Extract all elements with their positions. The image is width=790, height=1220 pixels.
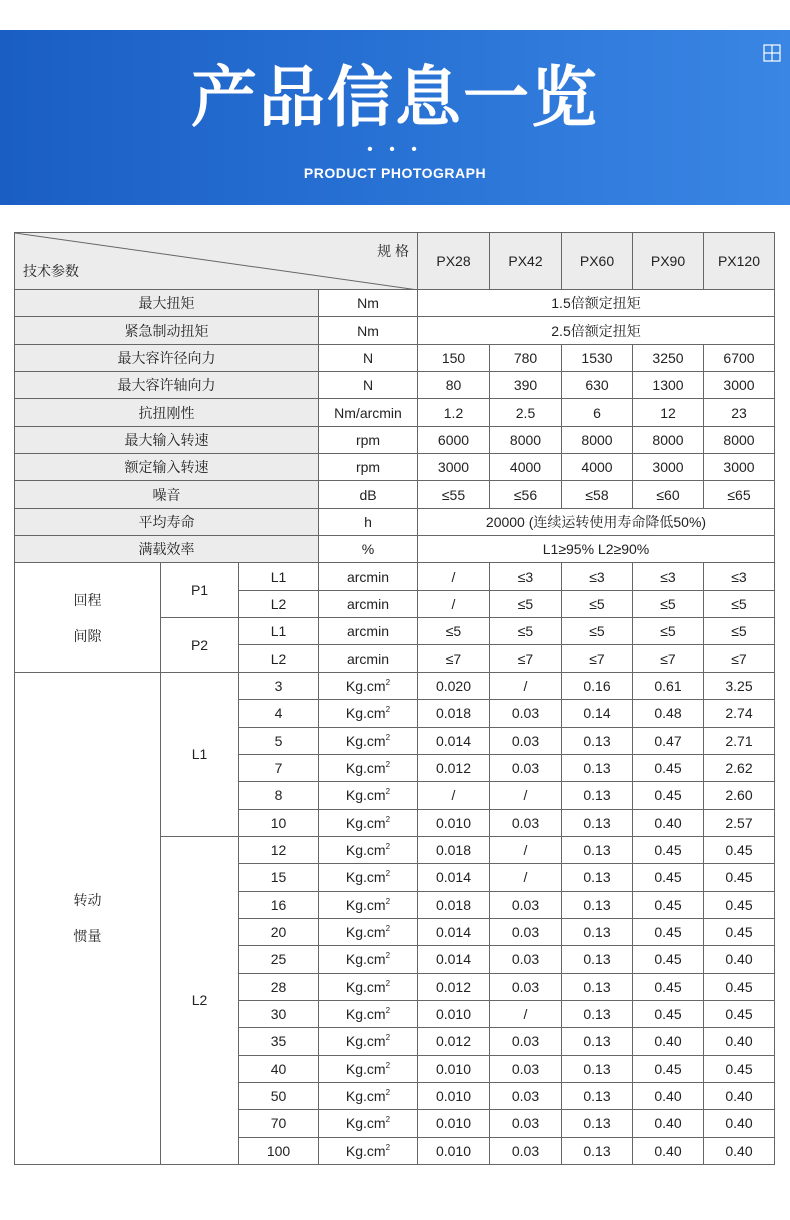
spec-table <box>14 232 775 1165</box>
unit-cell <box>319 1028 418 1055</box>
inertia-value: 0.45 <box>633 891 704 918</box>
model-header-px90: PX90 <box>633 233 704 290</box>
param-merged-value: 2.5倍额定扭矩 <box>418 317 775 344</box>
inertia-value: 0.40 <box>704 1137 775 1164</box>
param-value: 3250 <box>633 344 704 371</box>
inertia-value: 0.13 <box>562 809 633 836</box>
unit-cell <box>319 891 418 918</box>
backlash-value: ≤5 <box>633 590 704 617</box>
table-row <box>15 344 775 371</box>
inertia-value: 0.45 <box>633 782 704 809</box>
inertia-value: 0.03 <box>490 946 562 973</box>
unit-base: Kg.cm <box>345 896 386 913</box>
unit-base: Kg.cm <box>345 677 386 694</box>
unit-cell <box>319 1137 418 1164</box>
backlash-value: ≤5 <box>562 618 633 645</box>
inertia-value: 0.45 <box>633 754 704 781</box>
unit-superscript: 2 <box>385 1115 391 1125</box>
param-value: ≤56 <box>490 481 562 508</box>
param-value: 23 <box>704 399 775 426</box>
spec-header-label: 规 格 <box>377 243 409 259</box>
inertia-value: 0.40 <box>704 1028 775 1055</box>
inertia-value: 0.45 <box>633 918 704 945</box>
table-row <box>15 536 775 563</box>
param-unit: Nm <box>319 290 418 317</box>
model-header-px42: PX42 <box>490 233 562 290</box>
unit-cell: arcmin <box>319 563 418 590</box>
param-unit: Nm/arcmin <box>319 399 418 426</box>
unit-cell <box>319 700 418 727</box>
table-row <box>15 426 775 453</box>
inertia-value: 0.45 <box>704 973 775 1000</box>
param-value: 3000 <box>418 454 490 481</box>
unit-base: Kg.cm <box>345 1033 386 1050</box>
title-dots: • • • <box>367 141 423 158</box>
inertia-value: 0.13 <box>562 727 633 754</box>
inertia-value: 0.014 <box>418 946 490 973</box>
ratio-cell: 7 <box>239 754 319 781</box>
param-label: 最大输入转速 <box>15 426 319 453</box>
inertia-value: 0.40 <box>704 1082 775 1109</box>
param-value: 4000 <box>562 454 633 481</box>
unit-base: Kg.cm <box>345 1088 386 1105</box>
param-label: 额定输入转速 <box>15 454 319 481</box>
param-label: 最大扭矩 <box>15 290 319 317</box>
inertia-group-label <box>15 672 161 1164</box>
param-value: 6000 <box>418 426 490 453</box>
inertia-value: 0.03 <box>490 1028 562 1055</box>
inertia-value: 0.45 <box>633 836 704 863</box>
inertia-value: 0.13 <box>562 1055 633 1082</box>
param-unit: h <box>319 508 418 535</box>
unit-superscript: 2 <box>385 896 391 906</box>
unit-cell <box>319 672 418 699</box>
unit-base: Kg.cm <box>345 732 386 749</box>
backlash-value: ≤7 <box>704 645 775 672</box>
param-unit: Nm <box>319 317 418 344</box>
page-subtitle: PRODUCT PHOTOGRAPH <box>303 165 487 181</box>
param-value: ≤65 <box>704 481 775 508</box>
inertia-value: 2.71 <box>704 727 775 754</box>
param-value: 6700 <box>704 344 775 371</box>
unit-superscript: 2 <box>385 760 391 770</box>
param-label: 平均寿命 <box>15 508 319 535</box>
inertia-value: 0.40 <box>633 809 704 836</box>
param-unit: dB <box>319 481 418 508</box>
unit-cell <box>319 836 418 863</box>
ratio-cell: 70 <box>239 1110 319 1137</box>
backlash-subgroup: P1 <box>161 563 239 618</box>
inertia-value: 0.45 <box>704 1000 775 1027</box>
inertia-subgroup: L2 <box>161 836 239 1164</box>
unit-superscript: 2 <box>385 869 391 879</box>
unit-cell <box>319 973 418 1000</box>
backlash-value: ≤5 <box>490 590 562 617</box>
ratio-cell: 4 <box>239 700 319 727</box>
table-row <box>15 317 775 344</box>
inertia-value: 0.13 <box>562 1110 633 1137</box>
param-merged-value: 1.5倍额定扭矩 <box>418 290 775 317</box>
unit-cell <box>319 946 418 973</box>
unit-superscript: 2 <box>385 705 391 715</box>
backlash-value: ≤3 <box>562 563 633 590</box>
backlash-value: ≤3 <box>704 563 775 590</box>
backlash-value: ≤5 <box>418 618 490 645</box>
table-row <box>15 563 775 590</box>
inertia-value: 0.45 <box>633 1055 704 1082</box>
param-merged-value: L1≥95% L2≥90% <box>418 536 775 563</box>
inertia-value: 0.03 <box>490 809 562 836</box>
inertia-value: 0.13 <box>562 1137 633 1164</box>
param-unit: % <box>319 536 418 563</box>
param-value: ≤55 <box>418 481 490 508</box>
backlash-value: ≤5 <box>633 618 704 645</box>
inertia-value: 0.40 <box>633 1028 704 1055</box>
ratio-cell: 50 <box>239 1082 319 1109</box>
inertia-value: 0.61 <box>633 672 704 699</box>
inertia-value: 0.010 <box>418 1082 490 1109</box>
backlash-value: ≤7 <box>562 645 633 672</box>
unit-superscript: 2 <box>385 842 391 852</box>
backlash-value: ≤7 <box>490 645 562 672</box>
inertia-value: 0.014 <box>418 918 490 945</box>
inertia-value: 0.48 <box>633 700 704 727</box>
model-header-px120: PX120 <box>704 233 775 290</box>
ratio-cell: 28 <box>239 973 319 1000</box>
inertia-value: 0.40 <box>704 946 775 973</box>
inertia-value: 0.40 <box>633 1110 704 1137</box>
inertia-value: / <box>490 782 562 809</box>
inertia-value: 0.13 <box>562 754 633 781</box>
stage-cell: L1 <box>239 618 319 645</box>
header-diagonal-cell <box>15 233 418 290</box>
param-label: 抗扭刚性 <box>15 399 319 426</box>
param-unit: rpm <box>319 426 418 453</box>
table-row <box>15 454 775 481</box>
backlash-value: ≤3 <box>490 563 562 590</box>
inertia-value: 0.018 <box>418 836 490 863</box>
inertia-label-line2: 惯量 <box>73 928 102 945</box>
unit-cell <box>319 1055 418 1082</box>
unit-cell <box>319 918 418 945</box>
param-value: 8000 <box>490 426 562 453</box>
inertia-value: 0.13 <box>562 782 633 809</box>
unit-base: Kg.cm <box>345 1006 386 1023</box>
inertia-value: 2.74 <box>704 700 775 727</box>
inertia-value: 0.012 <box>418 754 490 781</box>
inertia-value: 0.45 <box>704 1055 775 1082</box>
backlash-value: ≤7 <box>418 645 490 672</box>
backlash-value: ≤5 <box>704 590 775 617</box>
param-value: 80 <box>418 372 490 399</box>
unit-superscript: 2 <box>385 787 391 797</box>
inertia-value: 0.010 <box>418 1137 490 1164</box>
backlash-label-line1: 回程 <box>73 591 102 608</box>
inertia-value: / <box>490 672 562 699</box>
inertia-value: 0.13 <box>562 1000 633 1027</box>
inertia-value: 0.14 <box>562 700 633 727</box>
unit-superscript: 2 <box>385 1006 391 1016</box>
ratio-cell: 3 <box>239 672 319 699</box>
param-value: 3000 <box>704 454 775 481</box>
unit-base: Kg.cm <box>345 814 386 831</box>
param-label: 紧急制动扭矩 <box>15 317 319 344</box>
inertia-value: 0.45 <box>633 973 704 1000</box>
ratio-cell: 30 <box>239 1000 319 1027</box>
inertia-value: 0.13 <box>562 1082 633 1109</box>
param-value: 2.5 <box>490 399 562 426</box>
inertia-value: 0.014 <box>418 864 490 891</box>
unit-cell <box>319 754 418 781</box>
unit-cell <box>319 782 418 809</box>
inertia-value: 0.13 <box>562 918 633 945</box>
stage-cell: L1 <box>239 563 319 590</box>
inertia-value: 0.13 <box>562 864 633 891</box>
page-title: 产品信息一览 <box>191 59 599 136</box>
table-row <box>15 481 775 508</box>
inertia-value: 0.012 <box>418 1028 490 1055</box>
unit-base: Kg.cm <box>345 1060 386 1077</box>
unit-base: Kg.cm <box>345 869 386 886</box>
inertia-value: 0.03 <box>490 973 562 1000</box>
inertia-value: 0.45 <box>704 918 775 945</box>
unit-superscript: 2 <box>385 951 391 961</box>
inertia-value: 0.45 <box>633 946 704 973</box>
param-value: 780 <box>490 344 562 371</box>
param-value: 4000 <box>490 454 562 481</box>
table-row <box>15 672 775 699</box>
param-value: 390 <box>490 372 562 399</box>
inertia-value: 0.13 <box>562 973 633 1000</box>
inertia-value: 3.25 <box>704 672 775 699</box>
unit-superscript: 2 <box>385 1060 391 1070</box>
unit-base: Kg.cm <box>345 1115 386 1132</box>
ratio-cell: 40 <box>239 1055 319 1082</box>
param-unit: N <box>319 372 418 399</box>
param-value: 1.2 <box>418 399 490 426</box>
ratio-cell: 16 <box>239 891 319 918</box>
unit-superscript: 2 <box>385 924 391 934</box>
ratio-cell: 25 <box>239 946 319 973</box>
ratio-cell: 15 <box>239 864 319 891</box>
inertia-value: 0.012 <box>418 973 490 1000</box>
inertia-value: 0.13 <box>562 836 633 863</box>
ratio-cell: 12 <box>239 836 319 863</box>
ratio-cell: 100 <box>239 1137 319 1164</box>
inertia-value: 0.45 <box>704 891 775 918</box>
inertia-value: / <box>490 864 562 891</box>
table-row <box>15 399 775 426</box>
unit-base: Kg.cm <box>345 760 386 777</box>
inertia-value: 0.40 <box>633 1082 704 1109</box>
unit-superscript: 2 <box>385 1033 391 1043</box>
param-value: 1530 <box>562 344 633 371</box>
inertia-value: 0.03 <box>490 754 562 781</box>
unit-base: Kg.cm <box>345 978 386 995</box>
ratio-cell: 5 <box>239 727 319 754</box>
backlash-value: ≤5 <box>490 618 562 645</box>
inertia-label-line1: 转动 <box>73 892 102 909</box>
ratio-cell: 20 <box>239 918 319 945</box>
inertia-value: 0.03 <box>490 1110 562 1137</box>
param-value: 1300 <box>633 372 704 399</box>
param-value: 6 <box>562 399 633 426</box>
table-header-row <box>15 233 775 290</box>
param-value: 8000 <box>704 426 775 453</box>
backlash-subgroup: P2 <box>161 618 239 673</box>
inertia-value: 0.03 <box>490 1137 562 1164</box>
unit-base: Kg.cm <box>345 787 386 804</box>
unit-cell: arcmin <box>319 618 418 645</box>
backlash-label-line2: 间隙 <box>73 627 102 644</box>
param-value: ≤60 <box>633 481 704 508</box>
unit-superscript: 2 <box>385 978 391 988</box>
unit-cell <box>319 864 418 891</box>
inertia-value: 2.60 <box>704 782 775 809</box>
inertia-value: 2.57 <box>704 809 775 836</box>
ratio-cell: 10 <box>239 809 319 836</box>
unit-cell: arcmin <box>319 590 418 617</box>
inertia-value: / <box>490 1000 562 1027</box>
table-row <box>15 508 775 535</box>
table-row <box>15 372 775 399</box>
unit-cell <box>319 809 418 836</box>
unit-superscript: 2 <box>385 732 391 742</box>
param-value: 150 <box>418 344 490 371</box>
inertia-value: / <box>418 782 490 809</box>
inertia-value: 0.03 <box>490 1055 562 1082</box>
inertia-value: 0.010 <box>418 1000 490 1027</box>
inertia-value: / <box>490 836 562 863</box>
unit-base: Kg.cm <box>345 842 386 859</box>
unit-cell <box>319 1000 418 1027</box>
inertia-value: 0.010 <box>418 809 490 836</box>
backlash-value: ≤5 <box>562 590 633 617</box>
unit-base: Kg.cm <box>345 1142 386 1159</box>
inertia-value: 0.45 <box>704 864 775 891</box>
inertia-value: 0.40 <box>633 1137 704 1164</box>
stage-cell: L2 <box>239 645 319 672</box>
inertia-value: 0.010 <box>418 1055 490 1082</box>
param-unit: rpm <box>319 454 418 481</box>
inertia-value: 0.03 <box>490 1082 562 1109</box>
unit-cell: arcmin <box>319 645 418 672</box>
inertia-value: 0.13 <box>562 891 633 918</box>
inertia-value: 0.020 <box>418 672 490 699</box>
inertia-value: 0.018 <box>418 891 490 918</box>
stage-cell: L2 <box>239 590 319 617</box>
inertia-value: 0.018 <box>418 700 490 727</box>
inertia-value: 0.014 <box>418 727 490 754</box>
model-header-px60: PX60 <box>562 233 633 290</box>
inertia-value: 0.47 <box>633 727 704 754</box>
inertia-value: 0.03 <box>490 700 562 727</box>
unit-base: Kg.cm <box>345 924 386 941</box>
param-header-label: 技术参数 <box>23 263 79 279</box>
param-value: 3000 <box>633 454 704 481</box>
inertia-value: 0.03 <box>490 891 562 918</box>
inertia-value: 0.45 <box>633 864 704 891</box>
param-label: 满载效率 <box>15 536 319 563</box>
inertia-value: 0.45 <box>704 836 775 863</box>
param-value: 8000 <box>633 426 704 453</box>
param-value: 8000 <box>562 426 633 453</box>
inertia-value: 0.16 <box>562 672 633 699</box>
model-header-px28: PX28 <box>418 233 490 290</box>
unit-base: Kg.cm <box>345 705 386 722</box>
backlash-value: ≤7 <box>633 645 704 672</box>
unit-cell <box>319 1082 418 1109</box>
backlash-value: ≤3 <box>633 563 704 590</box>
inertia-value: 0.13 <box>562 1028 633 1055</box>
header-banner <box>0 30 790 205</box>
backlash-group-label <box>15 563 161 672</box>
unit-superscript: 2 <box>385 1142 391 1152</box>
ratio-cell: 8 <box>239 782 319 809</box>
unit-superscript: 2 <box>385 1088 391 1098</box>
backlash-value: ≤5 <box>704 618 775 645</box>
grid-icon[interactable] <box>763 44 781 62</box>
inertia-value: 2.62 <box>704 754 775 781</box>
unit-superscript: 2 <box>385 677 391 687</box>
param-label: 最大容许轴向力 <box>15 372 319 399</box>
inertia-value: 0.40 <box>704 1110 775 1137</box>
param-value: 3000 <box>704 372 775 399</box>
unit-base: Kg.cm <box>345 951 386 968</box>
inertia-value: 0.03 <box>490 918 562 945</box>
inertia-value: 0.45 <box>633 1000 704 1027</box>
param-value: ≤58 <box>562 481 633 508</box>
backlash-value: / <box>418 590 490 617</box>
inertia-value: 0.010 <box>418 1110 490 1137</box>
inertia-value: 0.13 <box>562 946 633 973</box>
inertia-value: 0.03 <box>490 727 562 754</box>
ratio-cell: 35 <box>239 1028 319 1055</box>
param-merged-value: 20000 (连续运转使用寿命降低50%) <box>418 508 775 535</box>
param-label: 最大容许径向力 <box>15 344 319 371</box>
unit-cell <box>319 1110 418 1137</box>
unit-superscript: 2 <box>385 814 391 824</box>
inertia-subgroup: L1 <box>161 672 239 836</box>
param-label: 噪音 <box>15 481 319 508</box>
unit-cell <box>319 727 418 754</box>
param-value: 12 <box>633 399 704 426</box>
table-row <box>15 290 775 317</box>
param-value: 630 <box>562 372 633 399</box>
param-unit: N <box>319 344 418 371</box>
backlash-value: / <box>418 563 490 590</box>
